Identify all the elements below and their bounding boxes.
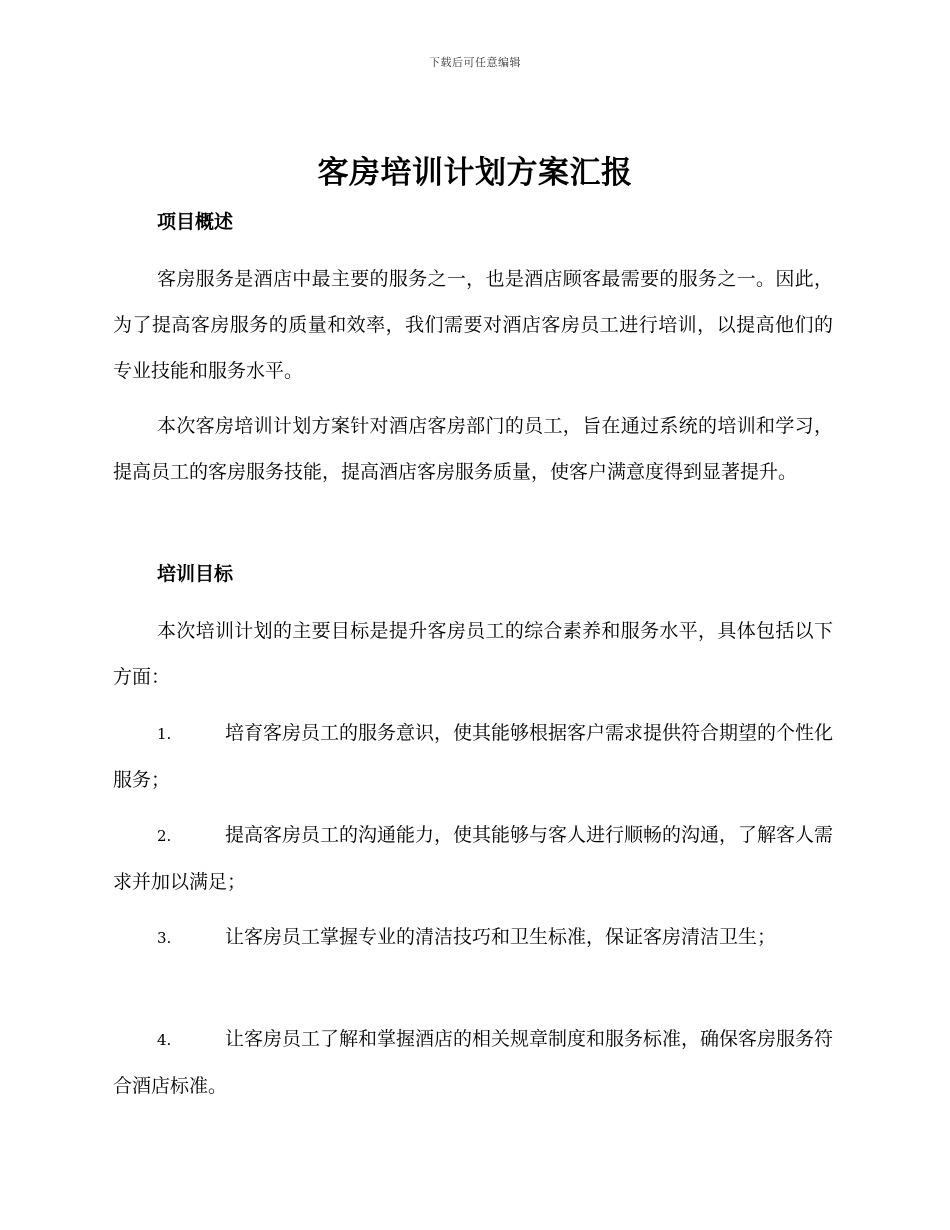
goal-list-item bbox=[113, 914, 835, 961]
list-number: 1. bbox=[157, 725, 172, 743]
list-item-text: 让客房员工了解和掌握酒店的相关规章制度和服务标准，确保客房服务符合酒店标准。 bbox=[113, 1028, 834, 1097]
list-item-text: 培育客房员工的服务意识，使其能够根据客户需求提供符合期望的个性化服务； bbox=[113, 722, 834, 791]
header-note: 下载后可任意编辑 bbox=[429, 56, 521, 69]
list-item-text: 让客房员工掌握专业的清洁技巧和卫生标准，保证客房清洁卫生； bbox=[225, 926, 777, 948]
overview-paragraph-1: 客房服务是酒店中最主要的服务之一，也是酒店顾客最需要的服务之一。因此，为了提高客房服务的质量和效率，我们需要对酒店客房员工进行培训，以提高他们的专业技能和服务水平。 bbox=[113, 268, 833, 382]
overview-paragraph-2: 本次客房培训计划方案针对酒店客房部门的员工，旨在通过系统的培训和学习，提高员工的客房服务技能，提高酒店客房服务质量，使客户满意度得到显著提升。 bbox=[113, 415, 833, 483]
list-item-text: 提高客房员工的沟通能力，使其能够与客人进行顺畅的沟通，了解客人需求并加以满足； bbox=[113, 824, 834, 893]
list-number: 4. bbox=[157, 1031, 172, 1049]
list-number: 2. bbox=[157, 827, 172, 845]
section-heading-overview: 项目概述 bbox=[157, 211, 234, 233]
goal-list-item bbox=[113, 1016, 835, 1109]
goal-list-item bbox=[113, 710, 835, 803]
goals-intro-paragraph: 本次培训计划的主要目标是提升客房员工的综合素养和服务水平，具体包括以下方面： bbox=[113, 620, 833, 688]
page-title: 客房培训计划方案汇报 bbox=[317, 155, 633, 191]
list-number: 3. bbox=[157, 929, 172, 947]
section-heading-goals: 培训目标 bbox=[157, 563, 234, 585]
goal-list-item bbox=[113, 812, 835, 905]
